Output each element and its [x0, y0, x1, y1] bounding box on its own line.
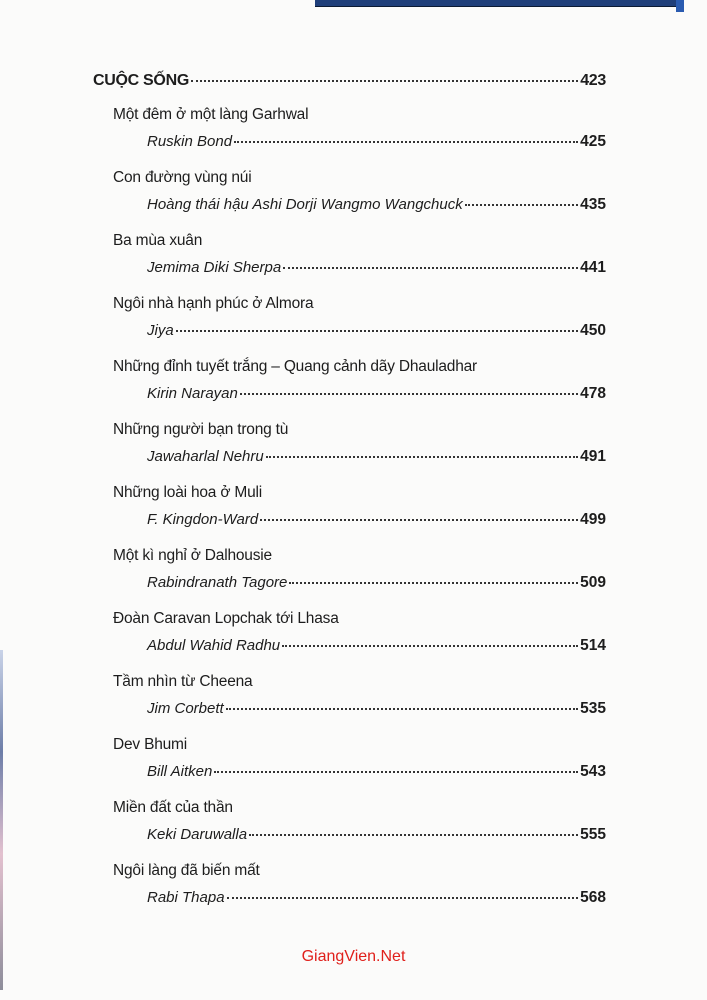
entry-author-row: [93, 511, 606, 535]
entry-author: Rabi Thapa: [147, 889, 225, 906]
entry-author: Bill Aitken: [147, 763, 213, 780]
cover-edge-bar: [315, 0, 683, 7]
toc-entry[interactable]: [93, 356, 606, 409]
toc-entry[interactable]: [93, 230, 606, 283]
entry-title: Một kì nghỉ ở Dalhousie: [113, 547, 272, 564]
entry-author-row: [93, 700, 606, 724]
toc-entry[interactable]: [93, 671, 606, 724]
entry-author-row: [93, 196, 606, 220]
dot-leader: [240, 393, 578, 395]
entry-title: Một đêm ở một làng Garhwal: [113, 106, 309, 123]
entry-title: Miền đất của thần: [113, 799, 233, 816]
cover-edge-corner: [676, 0, 684, 12]
entry-author: Kirin Narayan: [147, 385, 238, 402]
entry-page: 543: [580, 763, 606, 780]
entry-author-row: [93, 448, 606, 472]
entry-author: F. Kingdon-Ward: [147, 511, 259, 528]
entry-page: 441: [580, 259, 606, 276]
toc-entry[interactable]: [93, 797, 606, 850]
entry-page: 450: [580, 322, 606, 339]
toc-entry[interactable]: [93, 293, 606, 346]
dot-leader: [227, 897, 579, 899]
toc-entry[interactable]: [93, 167, 606, 220]
entry-author: Hoàng thái hậu Ashi Dorji Wangmo Wangchuck: [147, 196, 463, 213]
entry-author: Jawaharlal Nehru: [147, 448, 264, 465]
entry-author-row: [93, 574, 606, 598]
entry-title: Đoàn Caravan Lopchak tới Lhasa: [113, 610, 339, 627]
entry-page: 509: [580, 574, 606, 591]
dot-leader: [234, 141, 578, 143]
dot-leader: [191, 80, 578, 82]
entry-page: 499: [580, 511, 606, 528]
entry-title: Những loài hoa ở Muli: [113, 484, 263, 501]
entry-author: Jim Corbett: [147, 700, 224, 717]
page-edge-strip: [0, 650, 3, 990]
toc-entry[interactable]: [93, 608, 606, 661]
entry-page: 514: [580, 637, 606, 654]
table-of-contents: [93, 72, 606, 913]
entry-author: Rabindranath Tagore: [147, 574, 288, 591]
entry-page: 555: [580, 826, 606, 843]
toc-entry[interactable]: [93, 734, 606, 787]
entry-author: Jemima Diki Sherpa: [147, 259, 282, 276]
dot-leader: [289, 582, 578, 584]
entry-page: 535: [580, 700, 606, 717]
toc-entry[interactable]: [93, 419, 606, 472]
entry-title: Ngôi nhà hạnh phúc ở Almora: [113, 295, 314, 312]
entry-title: Ngôi làng đã biến mất: [113, 862, 260, 879]
entry-author-row: [93, 889, 606, 913]
section-heading: [93, 72, 606, 94]
dot-leader: [465, 204, 578, 206]
entry-author-row: [93, 133, 606, 157]
entry-author-row: [93, 826, 606, 850]
dot-leader: [226, 708, 578, 710]
entry-title: Những đỉnh tuyết trắng – Quang cảnh dãy Dhauladhar: [113, 358, 478, 375]
section-page: 423: [580, 72, 606, 89]
section-title: CUỘC SỐNG: [93, 72, 189, 89]
entry-author-row: [93, 637, 606, 661]
entry-page: 478: [580, 385, 606, 402]
dot-leader: [283, 267, 578, 269]
dot-leader: [176, 330, 578, 332]
entry-author-row: [93, 259, 606, 283]
dot-leader: [260, 519, 578, 521]
entry-author-row: [93, 385, 606, 409]
entry-author: Jiya: [147, 322, 174, 339]
dot-leader: [282, 645, 578, 647]
dot-leader: [266, 456, 578, 458]
dot-leader: [249, 834, 578, 836]
entry-title: Con đường vùng núi: [113, 169, 252, 186]
entry-page: 425: [580, 133, 606, 150]
entry-author: Abdul Wahid Radhu: [147, 637, 281, 654]
entry-author: Keki Daruwalla: [147, 826, 248, 843]
entry-list: [93, 104, 606, 913]
entry-page: 491: [580, 448, 606, 465]
toc-entry[interactable]: [93, 545, 606, 598]
watermark: GiangVien.Net: [301, 948, 406, 965]
entry-author: Ruskin Bond: [147, 133, 233, 150]
entry-title: Những người bạn trong tù: [113, 421, 289, 438]
entry-author-row: [93, 322, 606, 346]
entry-page: 435: [580, 196, 606, 213]
toc-entry[interactable]: [93, 860, 606, 913]
entry-title: Tầm nhìn từ Cheena: [113, 673, 253, 690]
entry-title: Ba mùa xuân: [113, 232, 203, 249]
toc-entry[interactable]: [93, 482, 606, 535]
toc-entry[interactable]: [93, 104, 606, 157]
entry-author-row: [93, 763, 606, 787]
dot-leader: [214, 771, 578, 773]
entry-page: 568: [580, 889, 606, 906]
entry-title: Dev Bhumi: [113, 736, 188, 753]
